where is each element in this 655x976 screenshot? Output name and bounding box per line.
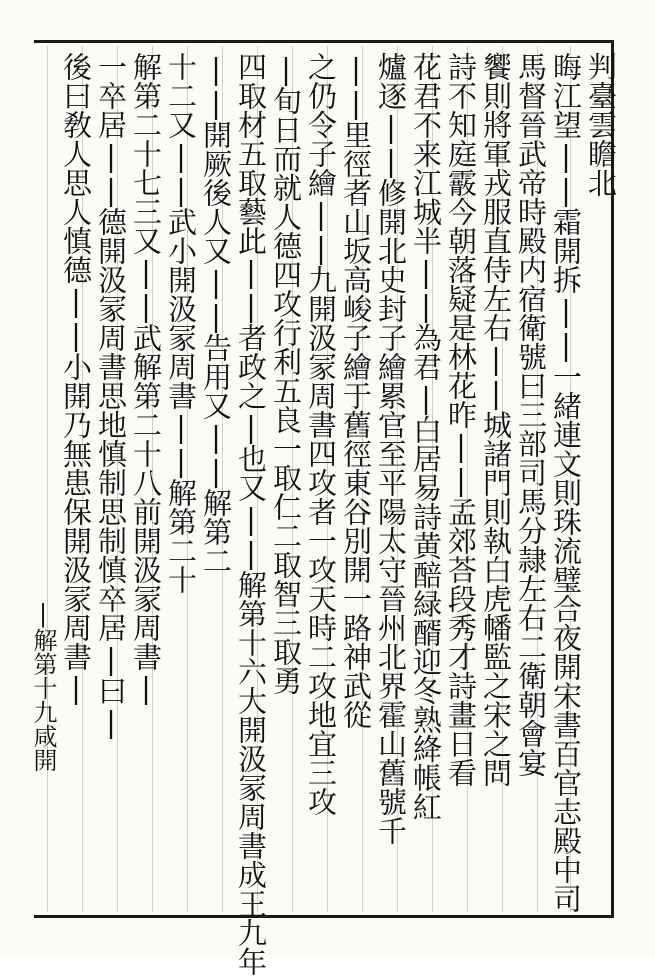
text-column-10: |旬日而就人德四攻行利五良一取仁二取智三取勇 [269,52,303,695]
text-column-13: 十二又||武小開汲冡周書||解第二十 [164,52,198,594]
text-column-16: 後曰敎人思人慎德||小開乃無患保開汲冡周書| [59,52,93,705]
text-column-6: 花君不来江城半||為君|白居易詩黄醅緑醑迎冬熟絳帳紅 [409,52,443,821]
text-column-17: |解第十九咸開 [29,600,57,772]
page-edge [0,40,22,918]
text-column-12: ||開厥後人又||告用又||解第二 [199,52,233,575]
text-column-11: 四取材五取藝此||者政之|也又||解第十六大開汲冡周書成王九年 [234,52,268,976]
text-column-9: 之仍令子繪||九開汲冡周書四攻者一攻天時二攻地宜三攻 [304,52,338,816]
text-column-14: 解第二十七三又||武解第二十八前開汲冡周書| [129,52,163,705]
text-column-3: 馬督晉武帝時殿内宿衛號曰三部司馬分隷左右二衛朝會宴 [514,52,548,777]
text-column-15: 一卒居||德開汲冡周書思地慎制思制慎卒居|曰| [94,52,128,739]
text-column-5: 詩不知庭霰今朝落疑是林花昨||孟郊荅段秀才詩畫日看 [444,52,478,787]
text-column-7: 爐逐||修開北史封子繪累官至平陽太守晉州北界霍山舊號千 [374,52,408,845]
text-column-2: 晦江望||霜開拆||一緒連文則珠流璧合夜開宋書百官志殿中司 [549,52,583,913]
text-column-4: 饗則將軍戎服直侍左右||城諸門則執白虎幡監之宋之問 [479,52,513,787]
text-column-8: ||里徑者山坂高峻子繪于舊徑東谷別開一路神武從 [339,52,373,729]
text-column-1: 判臺雲瞻北 [584,52,618,197]
